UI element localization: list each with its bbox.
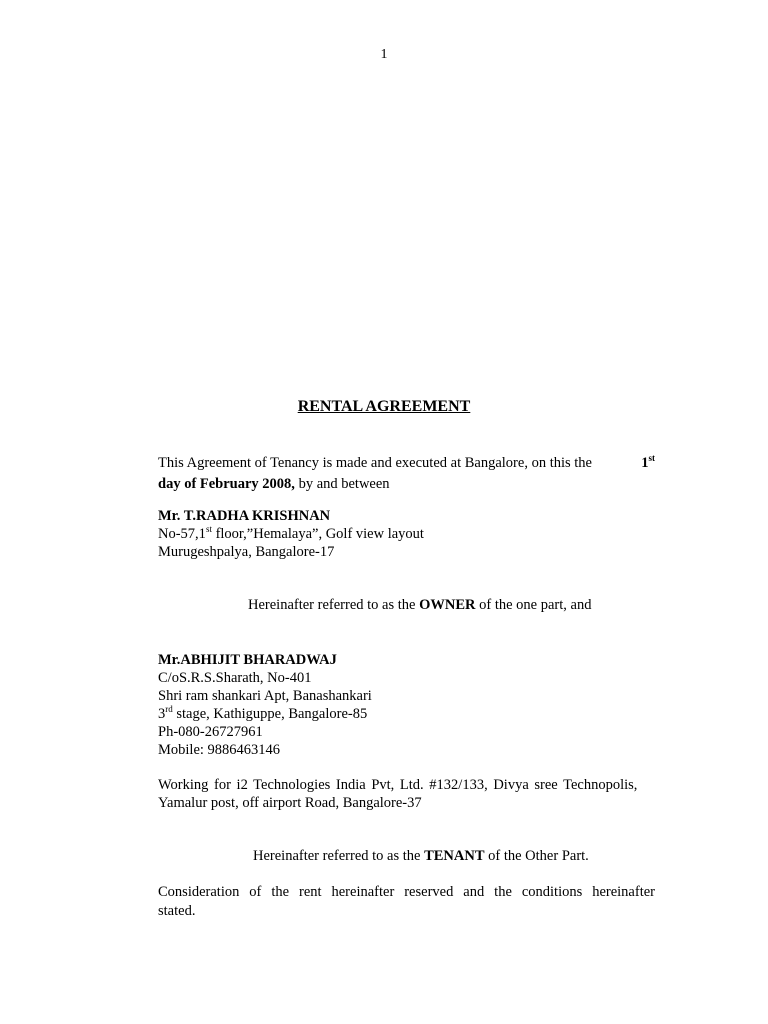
tenant-name: Mr.ABHIJIT BHARADWAJ (158, 652, 337, 668)
owner-role: OWNER (419, 597, 476, 613)
tenant-reference: Hereinafter referred to as the TENANT of the Other Part. (253, 848, 589, 864)
tenant-mobile: Mobile: 9886463146 (158, 742, 281, 758)
owner-address-line-1: No-57,1st floor,”Hemalaya”, Golf view layout (158, 524, 424, 542)
work-line-1: Working for i2 Technologies India Pvt, Ltd. #132/133, Divya sree Technopolis, (158, 777, 638, 793)
intro-paragraph (158, 453, 655, 495)
intro-text: This Agreement of Tenancy is made and executed at Bangalore, on this the (158, 455, 592, 471)
tenant-phone: Ph-080-26727961 (158, 724, 263, 740)
tenant-address-line-1: C/oS.R.S.Sharath, No-401 (158, 670, 312, 686)
work-line-2: Yamalur post, off airport Road, Bangalore-37 (158, 795, 422, 811)
page-number: 1 (380, 47, 388, 62)
intro-line-2 (158, 474, 655, 495)
owner-reference: Hereinafter referred to as the OWNER of the one part, and (248, 597, 592, 613)
intro-date: day of February 2008, (158, 476, 295, 492)
intro-by-between: by and between (298, 476, 390, 492)
owner-name: Mr. T.RADHA KRISHNAN (158, 508, 331, 524)
tenant-address-line-3: 3rd stage, Kathiguppe, Bangalore-85 (158, 704, 368, 722)
intro-date-day: 1st (641, 453, 655, 471)
document-title: RENTAL AGREEMENT (297, 398, 471, 415)
tenant-work-paragraph (158, 776, 655, 812)
consideration-paragraph (158, 883, 655, 921)
tenant-role: TENANT (424, 848, 485, 864)
consideration-line-1: Consideration of the rent hereinafter reserved and the conditions hereinafter (158, 884, 655, 900)
intro-line-1 (158, 453, 655, 474)
owner-address-line-2: Murugeshpalya, Bangalore-17 (158, 544, 335, 560)
tenant-address-line-2: Shri ram shankari Apt, Banashankari (158, 688, 372, 704)
consideration-line-2: stated. (158, 903, 196, 919)
